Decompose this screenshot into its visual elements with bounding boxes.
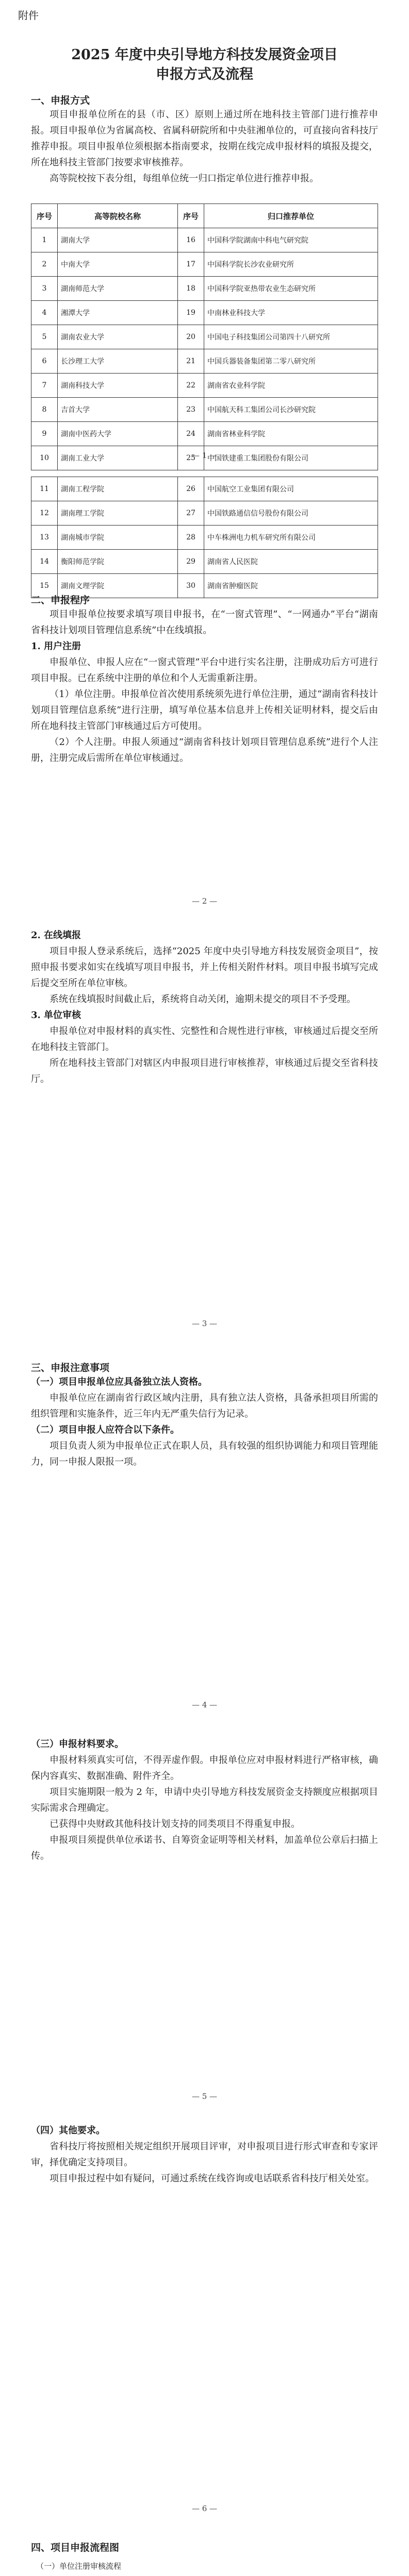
paragraph: 项目申报人登录系统后，选择“2025 年度中央引导地方科技发展资金项目”，按照申报书要求如实在线填写项目申报书，并上传相关附件材料。项目申报书填写完成后提交至所在单位审核。 (31, 946, 378, 989)
table-cell-index: 27 (178, 501, 204, 526)
subsection-heading: （一）项目申报单位应具备独立法人资格。 (31, 1377, 207, 1387)
paragraph: 申报单位对申报材料的真实性、完整性和合规性进行审核，审核通过后提交至所在地科技主管部门。 (31, 1026, 378, 1053)
table-cell-name: 中南大学 (58, 252, 178, 277)
paragraph: 项目实施期限一般为 2 年，申请中央引导地方科技发展资金支持额度应根据项目实际需求合理确定。 (31, 1787, 378, 1814)
paragraph: 申报材料须真实可信，不得弄虚作假。申报单位应对申报材料进行严格审核，确保内容真实、数据准确、附件齐全。 (31, 1755, 378, 1782)
step-heading: 3. 单位审核 (31, 1010, 81, 1021)
table-cell-index: 20 (178, 325, 204, 349)
table-cell-name: 中国科学院湖南中科电气研究院 (204, 228, 378, 252)
table-cell-name: 湖南工程学院 (58, 477, 178, 501)
table-cell-name: 中国航天科工集团公司长沙研究院 (204, 398, 378, 422)
table-cell-index: 8 (31, 398, 58, 422)
table-cell-index: 17 (178, 252, 204, 277)
section-procedure (31, 592, 378, 766)
institution-table-continued (31, 477, 378, 598)
page-number: — 2 — (191, 896, 218, 906)
table-cell-name: 中国兵器装备集团第二零八研究所 (204, 349, 378, 374)
attachment-label: 附件 (18, 9, 39, 22)
section-heading: 四、项目申报流程图 (31, 2542, 120, 2553)
table-cell-index: 9 (31, 422, 58, 446)
table-cell-index: 19 (178, 301, 204, 325)
table-row (31, 325, 378, 349)
table-cell-index: 14 (31, 550, 58, 574)
paragraph: 项目申报过程中如有疑问，可通过系统在线咨询或电话联系省科技厅相关处室。 (50, 2173, 374, 2184)
title-line-1: 2025 年度中央引导地方科技发展资金项目 (71, 47, 338, 63)
table-cell-index: 10 (31, 446, 58, 470)
section-application-method (31, 93, 378, 187)
table-row (31, 501, 378, 526)
page-title (0, 45, 409, 84)
section-procedure-continued (31, 927, 378, 1087)
table-cell-index: 21 (178, 349, 204, 374)
section-heading: 一、申报方式 (31, 95, 90, 106)
paragraph: 申报单位应在湖南省行政区域内注册，具有独立法人资格，具备承担项目所需的组织管理和实施条件，近三年内无严重失信行为记录。 (31, 1393, 378, 1419)
table-cell-name: 湖南中医药大学 (58, 422, 178, 446)
page-number: — 1 — (191, 451, 218, 460)
table-cell-name: 中国航空工业集团有限公司 (204, 477, 378, 501)
table-cell-name: 衡阳师范学院 (58, 550, 178, 574)
table-row (31, 349, 378, 374)
table-cell-name: 湖南理工学院 (58, 501, 178, 526)
table-cell-name: 湖南省林业科学院 (204, 422, 378, 446)
paragraph: 项目负责人须为申报单位正式在职人员，具有较强的组织协调能力和项目管理能力，同一申报人限报一项。 (31, 1440, 378, 1467)
paragraph: （2）个人注册。申报人须通过“湖南省科技计划项目管理信息系统”进行个人注册，注册完成后需所在单位审核通过。 (31, 737, 378, 764)
paragraph: 项目申报单位所在的县（市、区）原则上通过所在地科技主管部门进行推荐申报。项目申报单位为省属高校、省属科研院所和中央驻湘单位的，可直接向省科技厅推荐申报。项目申报单位须根据本指南要求，按期在线完成申报材料的填报及提交，所在地科技主管部门按要求审核推荐。 (31, 109, 378, 168)
paragraph: 系统在线填报时间截止后，系统将自动关闭，逾期未提交的项目不予受理。 (50, 994, 356, 1005)
table-cell-index: 29 (178, 550, 204, 574)
table-row (31, 477, 378, 501)
table-cell-index: 25 (178, 446, 204, 470)
col-university: 高等院校名称 (58, 204, 178, 228)
subsection-heading: （三）申报材料要求。 (31, 1739, 124, 1750)
paragraph: 省科技厅将按照相关规定组织开展项目评审，对申报项目进行形式审查和专家评审，择优确定支持项目。 (31, 2141, 378, 2168)
table-cell-name: 湖南科技大学 (58, 374, 178, 398)
table-cell-name: 中国铁路通信信号股份有限公司 (204, 501, 378, 526)
table-cell-name: 湖南城市学院 (58, 526, 178, 550)
table-cell-name: 中国电子科技集团公司第四十八研究所 (204, 325, 378, 349)
table-cell-index: 15 (31, 574, 58, 598)
table-cell-index: 24 (178, 422, 204, 446)
paragraph: 申报项目须提供单位承诺书、自筹资金证明等相关材料，加盖单位公章后扫描上传。 (31, 1835, 378, 1861)
table-cell-index: 5 (31, 325, 58, 349)
table-cell-index: 11 (31, 477, 58, 501)
title-line-2: 申报方式及流程 (156, 66, 253, 82)
table-cell-index: 22 (178, 374, 204, 398)
table-cell-name: 吉首大学 (58, 398, 178, 422)
step-heading: 2. 在线填报 (31, 930, 81, 941)
table-cell-name: 湖南师范大学 (58, 277, 178, 301)
table-row (31, 526, 378, 550)
table-row (31, 398, 378, 422)
institution-table (31, 204, 378, 470)
table-cell-index: 16 (178, 228, 204, 252)
col-recommending-unit: 归口推荐单位 (204, 204, 378, 228)
page-number: — 3 — (191, 1319, 218, 1328)
table-row (31, 374, 378, 398)
paragraph: （1）单位注册。申报单位首次使用系统须先进行单位注册，通过“湖南省科技计划项目管理信息系统”进行注册，填写单位基本信息并上传相关证明材料，提交后由所在地科技主管部门审核通过后方可使用。 (31, 689, 378, 732)
table-cell-index: 12 (31, 501, 58, 526)
institution-table-part1 (31, 204, 378, 470)
flowchart-caption: （一）单位注册审核流程 (36, 2562, 122, 2571)
subsection-heading: （四）其他要求。 (31, 2125, 105, 2136)
page-number: — 4 — (191, 1700, 218, 1709)
page-number: — 5 — (191, 2092, 218, 2101)
paragraph: 所在地科技主管部门对辖区内申报项目进行审核推荐，审核通过后提交至省科技厅。 (31, 1058, 378, 1084)
table-cell-name: 中国科学院亚热带农业生态研究所 (204, 277, 378, 301)
institution-table-part2 (31, 477, 378, 598)
col-index: 序号 (178, 204, 204, 228)
table-row (31, 550, 378, 574)
table-cell-name: 中车株洲电力机车研究所有限公司 (204, 526, 378, 550)
table-cell-name: 湖南工业大学 (58, 446, 178, 470)
paragraph: 申报单位、申报人应在“一窗式管理”平台中进行实名注册，注册成功后方可进行项目申报。已在系统中注册的单位和个人无需重新注册。 (31, 657, 378, 684)
table-row (31, 228, 378, 252)
table-cell-index: 28 (178, 526, 204, 550)
table-cell-name: 中国铁建重工集团股份有限公司 (204, 446, 378, 470)
page-number: — 6 — (191, 2504, 218, 2513)
table-cell-index: 23 (178, 398, 204, 422)
step-heading: 1. 用户注册 (31, 641, 81, 652)
table-cell-index: 1 (31, 228, 58, 252)
section-heading: 三、申报注意事项 (31, 1362, 110, 1374)
table-row (31, 422, 378, 446)
table-row (31, 301, 378, 325)
table-cell-index: 26 (178, 477, 204, 501)
table-cell-index: 4 (31, 301, 58, 325)
table-cell-index: 7 (31, 374, 58, 398)
paragraph: 高等院校按下表分组，每组单位统一归口指定单位进行推荐申报。 (50, 173, 319, 184)
section-notes-other (31, 2123, 378, 2187)
table-cell-name: 湘潭大学 (58, 301, 178, 325)
section-notes-continued (31, 1736, 378, 1864)
table-cell-name: 中南林业科技大学 (204, 301, 378, 325)
table-cell-name: 长沙理工大学 (58, 349, 178, 374)
table-cell-index: 3 (31, 277, 58, 301)
table-row (31, 252, 378, 277)
section-flowcharts (31, 2540, 378, 2554)
table-cell-index: 30 (178, 574, 204, 598)
table-cell-index: 6 (31, 349, 58, 374)
table-cell-name: 湖南省农业科学院 (204, 374, 378, 398)
table-row (31, 277, 378, 301)
subsection-heading: （二）项目申报人应符合以下条件。 (31, 1425, 179, 1435)
table-cell-name: 湖南农业大学 (58, 325, 178, 349)
col-index: 序号 (31, 204, 58, 228)
table-cell-name: 湖南省人民医院 (204, 550, 378, 574)
section-notes (31, 1360, 378, 1470)
table-cell-index: 13 (31, 526, 58, 550)
table-cell-name: 湖南省肿瘤医院 (204, 574, 378, 598)
paragraph: 项目申报单位按要求填写项目申报书，在“一窗式管理”、“一网通办”平台“湖南省科技计划项目管理信息系统”中在线填报。 (31, 609, 378, 636)
section-heading: 二、申报程序 (31, 595, 90, 606)
table-cell-index: 18 (178, 277, 204, 301)
table-cell-index: 2 (31, 252, 58, 277)
table-cell-name: 湖南大学 (58, 228, 178, 252)
table-cell-name: 中国科学院长沙农业研究所 (204, 252, 378, 277)
paragraph: 已获得中央财政其他科技计划支持的同类项目不得重复申报。 (50, 1819, 300, 1829)
table-cell-name: 湖南文理学院 (58, 574, 178, 598)
